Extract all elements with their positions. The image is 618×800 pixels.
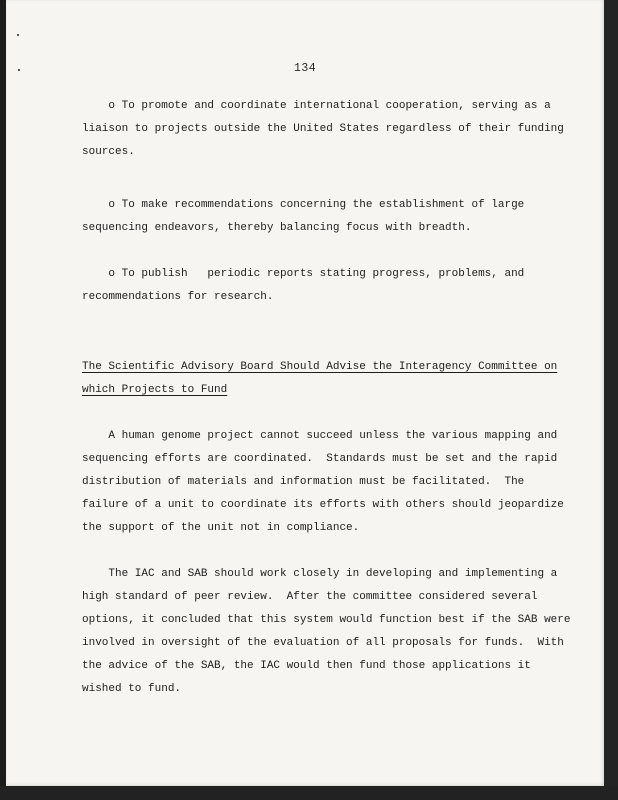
text-line: liaison to projects outside the United States regardless of their funding	[82, 123, 564, 135]
text-line: sources.	[82, 146, 135, 158]
text-line: sequencing efforts are coordinated. Standards must be set and the rapid	[82, 453, 558, 465]
text-line: wished to fund.	[82, 683, 182, 695]
text-line: o To promote and coordinate international cooperation, serving as a	[82, 100, 551, 112]
text-line: recommendations for research.	[82, 291, 274, 303]
scan-frame-right	[604, 0, 618, 800]
text-line: o To publish periodic reports stating progress, problems, and	[82, 268, 525, 280]
text-line: distribution of materials and information must be facilitated. The	[82, 476, 525, 488]
text-line: failure of a unit to coordinate its efforts with others should jeopardize	[82, 499, 564, 511]
text-line: A human genome project cannot succeed unless the various mapping and	[82, 430, 558, 442]
heading-line: which Projects to Fund	[82, 384, 228, 396]
scan-frame-bottom	[0, 786, 618, 800]
scan-speck	[17, 34, 19, 36]
section-heading	[82, 356, 558, 402]
scan-speck	[18, 69, 20, 71]
text-line: the advice of the SAB, the IAC would then fund those applications it	[82, 660, 531, 672]
text-line: o To make recommendations concerning the establishment of large	[82, 199, 525, 211]
text-line: the support of the unit not in compliance.	[82, 522, 360, 534]
text-line: The IAC and SAB should work closely in developing and implementing a	[82, 568, 558, 580]
body-paragraph	[82, 425, 564, 540]
text-line: involved in oversight of the evaluation of all proposals for funds. With	[82, 637, 564, 649]
body-paragraph	[82, 563, 571, 701]
text-line: high standard of peer review. After the committee considered several	[82, 591, 538, 603]
text-line: sequencing endeavors, thereby balancing focus with breadth.	[82, 222, 472, 234]
text-line: options, it concluded that this system would function best if the SAB were	[82, 614, 571, 626]
heading-line: The Scientific Advisory Board Should Advise the Interagency Committee on	[82, 361, 558, 373]
bullet-item	[82, 263, 525, 309]
bullet-item	[82, 95, 564, 164]
page-number: 134	[294, 62, 317, 75]
bullet-item	[82, 194, 525, 240]
